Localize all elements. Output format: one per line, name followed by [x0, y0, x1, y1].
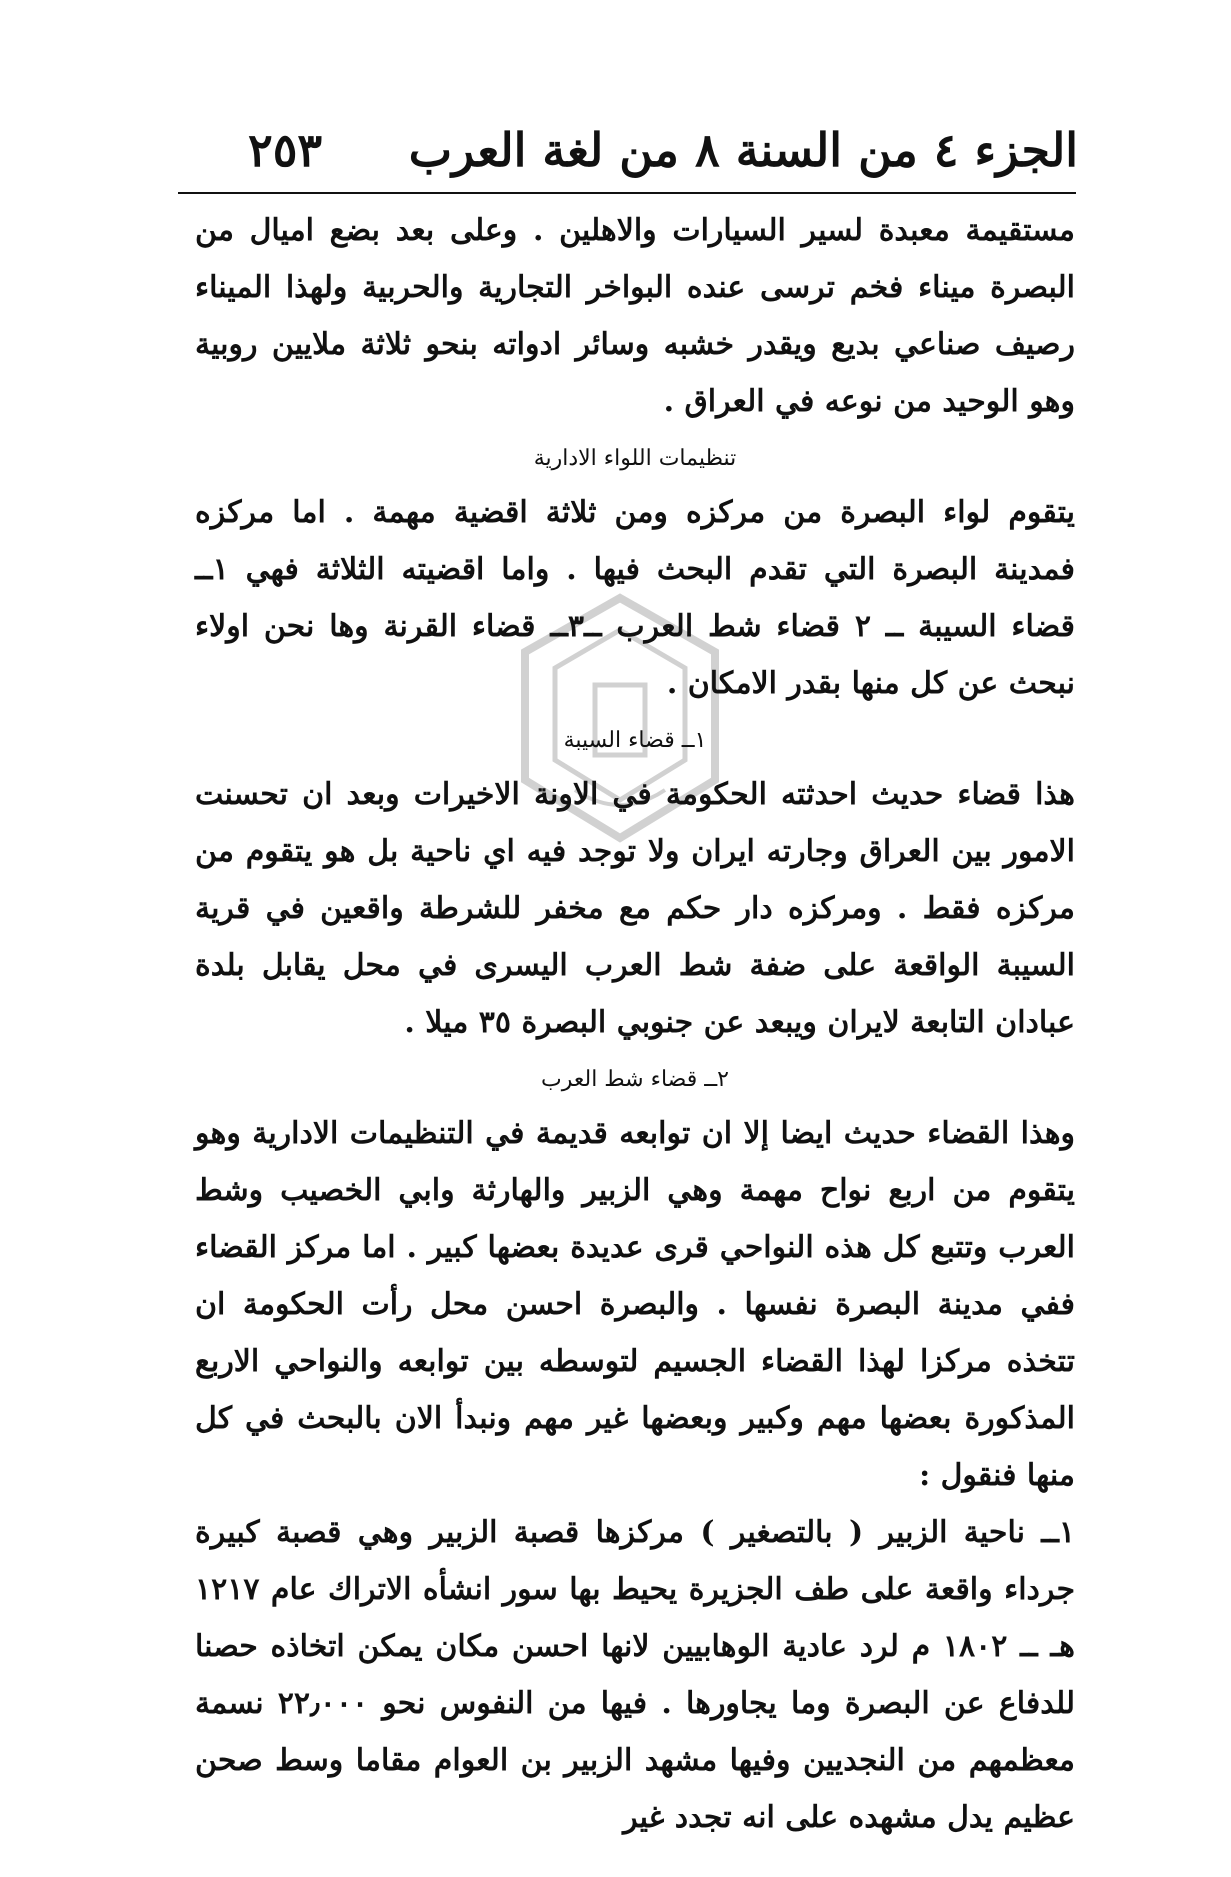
page-header: [178, 120, 1078, 180]
paragraph-1: مستقيمة معبدة لسير السيارات والاهلين . وعلى بعد بضع اميال من البصرة ميناء فخم ترسى عنده البواخر التجارية والحربية ولهذا الميناء رصيف صناعي بديع ويقدر خشبه وسائر ادواته بنحو ثلاثة ملايين روبية وهو الوحيد من نوعه في العراق .: [195, 213, 1075, 419]
running-title: الجزء ٤ من السنة ٨ من لغة العرب: [408, 123, 1078, 177]
paragraph-3: هذا قضاء حديث احدثته الحكومة في الاونة الاخيرات وبعد ان تحسنت الامور بين العراق وجارته ايران ولا توجد فيه اي ناحية بل هو يتقوم من مركزه فقط . ومركزه دار حكم مع مخفر للشرطة واقعين في قرية السيبة الواقعة على ضفة شط العرب اليسرى في محل يقابل بلدة عبادان التابعة لايران ويبعد عن جنوبي البصرة ٣٥ ميلا .: [195, 777, 1075, 1040]
paragraph-5: ١ــ ناحية الزبير ( بالتصغير ) مركزها قصبة الزبير وهي قصبة كبيرة جرداء واقعة على طف الجزيرة يحيط بها سور انشأه الاتراك عام ١٢١٧ هـ ــ ١٨٠٢ م لرد عادية الوهابيين لانها احسن مكان يمكن اتخاذه حصنا للدفاع عن البصرة وما يجاورها . فيها من النفوس نحو ٢٢٫٠٠٠ نسمة معظمهم من النجديين وفيها مشهد الزبير بن العوام مقاما وسط صحن عظيم يدل مشهده على انه تجدد غير: [195, 1515, 1076, 1835]
section-heading-shatt-al-arab: ٢ــ قضاء شط العرب: [541, 1067, 729, 1092]
paragraph-2: يتقوم لواء البصرة من مركزه ومن ثلاثة اقضية مهمة . اما مركزه فمدينة البصرة التي تقدم البحث فيها . واما اقضيته الثلاثة فهي ١ــ قضاء السيبة ــ ٢ قضاء شط العرب ــ٣ــ قضاء القرنة وها نحن اولاء نبحث عن كل منها بقدر الامكان .: [195, 495, 1075, 701]
section-heading-siba: ١ــ قضاء السيبة: [563, 728, 707, 753]
paragraph-4: وهذا القضاء حديث ايضا إلا ان توابعه قديمة في التنظيمات الادارية وهو يتقوم من اربع نواح مهمة وهي الزبير والهارثة وابي الخصيب وشط العرب وتتبع كل هذه النواحي قرى عديدة بعضها كبير . اما مركز القضاء ففي مدينة البصرة نفسها . والبصرة احسن محل رأت الحكومة ان تتخذه مركزا لهذا القضاء الجسيم لتوسطه بين توابعه والنواحي الاربع المذكورة بعضها مهم وكبير وبعضها غير مهم ونبدأ الان بالبحث في كل منها فنقول :: [195, 1116, 1075, 1493]
page-number: ٢٥٣: [248, 123, 323, 177]
section-heading-administrative: تنظيمات اللواء الادارية: [533, 446, 737, 471]
page-body: [195, 202, 1075, 1846]
header-rule: [178, 192, 1076, 194]
